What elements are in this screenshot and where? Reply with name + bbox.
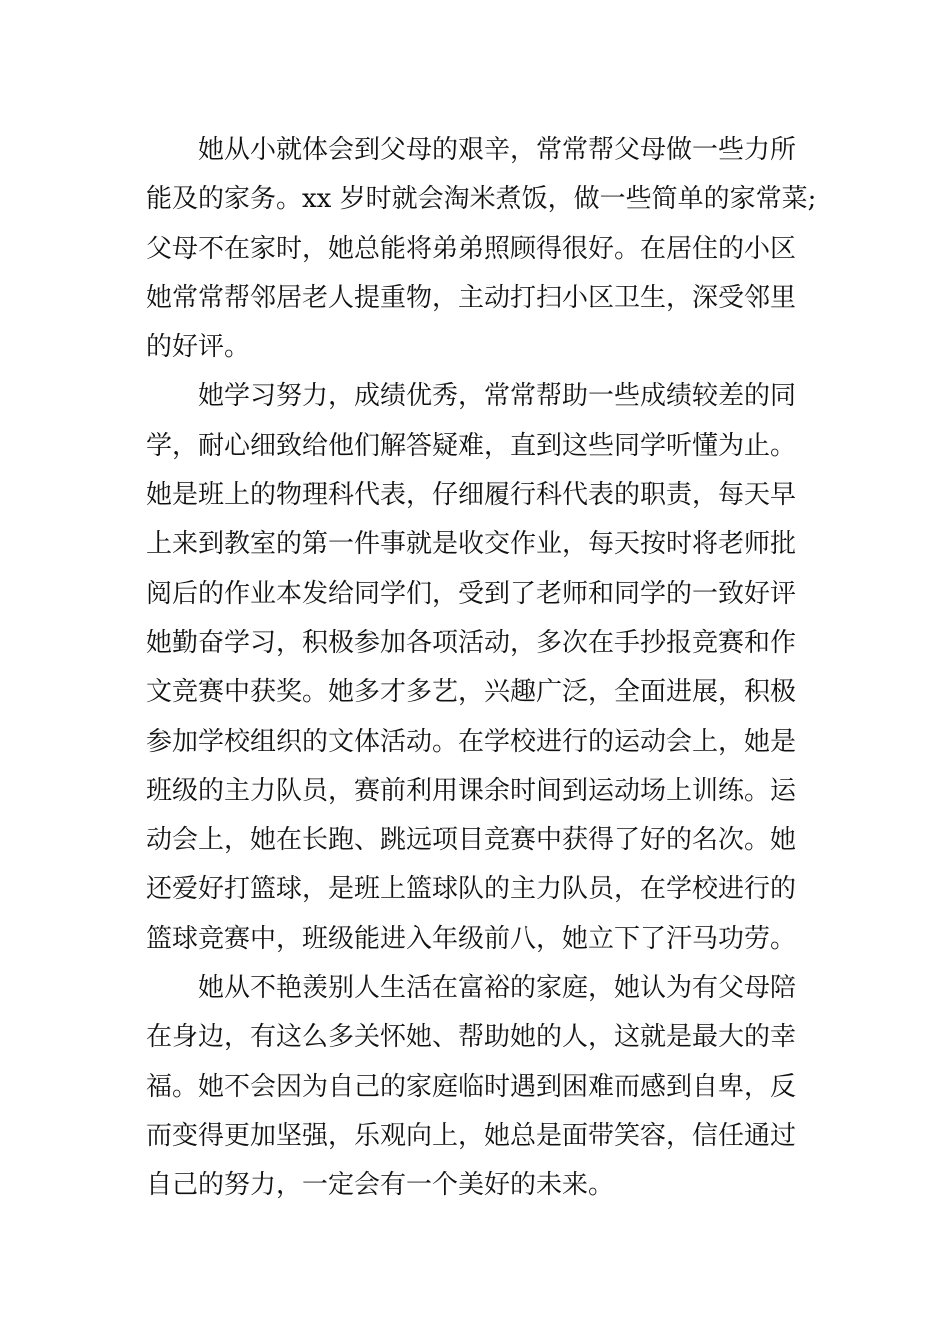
paragraph-line: 父母不在家时，她总能将弟弟照顾得很好。在居住的小区 xyxy=(146,233,797,264)
paragraph-line: 她学习努力，成绩优秀，常常帮助一些成绩较差的同 xyxy=(198,381,797,412)
paragraph-line: 参加学校组织的文体活动。在学校进行的运动会上，她是 xyxy=(146,726,797,757)
paragraph-line: 在身边，有这么多关怀她、帮助她的人，这就是最大的幸 xyxy=(146,1022,797,1053)
paragraph-line: 她常常帮邻居老人提重物，主动打扫小区卫生，深受邻里 xyxy=(146,282,797,313)
paragraph-line: 她从小就体会到父母的艰辛，常常帮父母做一些力所 xyxy=(198,135,797,165)
paragraph-2 xyxy=(146,372,806,964)
paragraph-line: 阅后的作业本发给同学们，受到了老师和同学的一致好评 xyxy=(146,578,797,609)
paragraph-line: 还爱好打篮球，是班上篮球队的主力队员，在学校进行的 xyxy=(146,874,797,905)
paragraph-line: 班级的主力队员，赛前利用课余时间到运动场上训练。运 xyxy=(146,775,797,806)
paragraph-line: 她从不艳羡别人生活在富裕的家庭，她认为有父母陪 xyxy=(198,973,797,1004)
paragraph-line: 能及的家务。xx 岁时就会淘米煮饭，做一些简单的家常菜; xyxy=(146,184,817,215)
document-body xyxy=(146,126,817,1211)
paragraph-line: 她是班上的物理科代表，仔细履行科代表的职责，每天早 xyxy=(146,480,797,511)
paragraph-line: 动会上，她在长跑、跳远项目竞赛中获得了好的名次。她 xyxy=(146,825,797,856)
paragraph-line: 篮球竞赛中，班级能进入年级前八，她立下了汗马功劳。 xyxy=(146,923,797,954)
paragraph-line: 而变得更加坚强，乐观向上，她总是面带笑容，信任通过 xyxy=(146,1120,797,1151)
paragraph-line: 学，耐心细致给他们解答疑难，直到这些同学听懂为止。 xyxy=(146,430,797,461)
paragraph-line: 她勤奋学习，积极参加各项活动，多次在手抄报竞赛和作 xyxy=(146,627,797,658)
paragraph-line: 福。她不会因为自己的家庭临时遇到困难而感到自卑，反 xyxy=(146,1071,797,1102)
paragraph-line: 自己的努力，一定会有一个美好的未来。 xyxy=(146,1170,615,1201)
paragraph-1 xyxy=(146,126,817,372)
paragraph-3 xyxy=(146,964,806,1210)
paragraph-line: 文竞赛中获奖。她多才多艺，兴趣广泛，全面进展，积极 xyxy=(146,677,797,708)
paragraph-line: 的好评。 xyxy=(146,332,251,363)
paragraph-line: 上来到教室的第一件事就是收交作业，每天按时将老师批 xyxy=(146,529,797,560)
